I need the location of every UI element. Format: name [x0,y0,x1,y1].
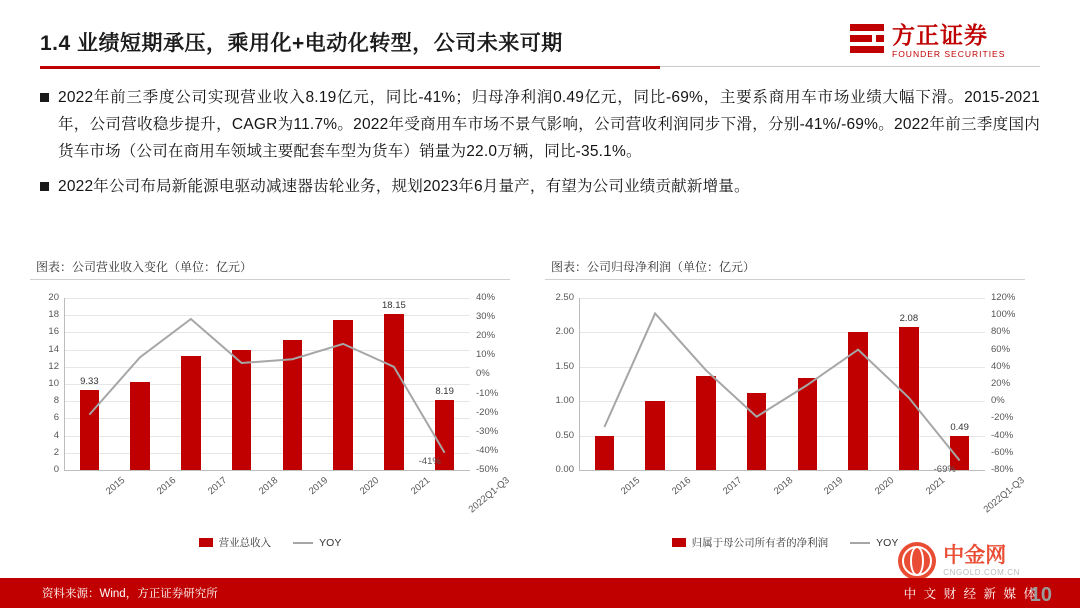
yoy-value-label: -41% [418,455,441,467]
y-axis-right-tick-label: 20% [991,378,1011,389]
bullet-text: 2022年公司布局新能源电驱动减速器齿轮业务，规划2023年6月量产，有望为公司业绩贡献新增量。 [58,178,750,195]
x-axis-tick-label: 2017 [205,475,230,498]
x-axis-tick-label: 2017 [720,475,745,498]
x-axis-tick-label: 2020 [873,475,897,498]
chart-caption: 图表：公司归母净利润（单位：亿元） [551,260,756,274]
chart-panel-netprofit [545,258,1025,556]
y-axis-right-tick-label: 40% [476,292,496,303]
bullet-list [40,84,1040,208]
y-axis-tick-label: 20 [48,292,59,303]
y-axis-tick-label: 4 [53,429,59,441]
globe-icon [898,542,936,580]
yoy-value-label: -69% [933,463,956,475]
revenue-chart-plot [30,286,510,516]
legend-swatch-bar-icon [199,538,213,547]
watermark-label-cn: 中金网 [943,544,1007,568]
legend-item-line [850,537,898,549]
yoy-line [30,286,510,516]
logo-text-cn: 方正证券 [892,21,988,48]
footer-tagline: 中 文 财 经 新 媒 体 [903,587,1038,601]
x-axis-tick-label: 2020 [358,475,382,498]
x-axis-tick-label: 2016 [155,475,179,498]
title-divider [40,66,660,69]
x-axis-tick-label: 2021 [408,475,433,498]
legend-item-line [293,537,341,549]
y-axis-right-tick-label: 0% [476,368,490,380]
x-axis-tick-label: 2015 [619,475,643,498]
bar-value-label: 0.49 [950,422,969,434]
y-axis-right-tick-label: 80% [991,326,1011,338]
y-axis-right-tick-label: 120% [991,292,1016,303]
y-axis-tick-label: 8 [53,395,59,407]
list-item [40,84,1040,165]
y-axis-tick-label: 2 [53,446,59,458]
y-axis-tick-label: 18 [48,309,59,321]
y-axis-tick-label: 1.50 [555,360,574,372]
square-bullet-icon [40,182,49,191]
y-axis-tick-label: 0.50 [555,429,574,441]
y-axis-right-tick-label: -40% [991,429,1014,441]
x-axis-tick-label: 2018 [771,475,795,498]
logo-mark-icon [850,24,884,58]
y-axis-tick-label: 2.50 [555,292,574,303]
y-axis-tick-label: 12 [48,360,59,372]
legend-label: YOY [876,536,899,549]
y-axis-tick-label: 14 [48,343,59,355]
legend-label: YOY [319,536,342,549]
y-axis-tick-label: 16 [48,326,59,338]
y-axis-right-tick-label: 30% [476,311,496,323]
list-item [40,173,1040,200]
y-axis-right-tick-label: -60% [991,446,1014,458]
y-axis-tick-label: 6 [53,412,59,424]
y-axis-right-tick-label: 60% [991,343,1011,355]
legend-swatch-bar-icon [672,538,686,547]
y-axis-right-tick-label: 0% [991,395,1005,407]
legend-swatch-line-icon [293,542,313,544]
chart-panel-revenue [30,258,510,556]
source-note: 资料来源：Wind，方正证券研究所 [42,588,218,600]
legend-label: 归属于母公司所有者的净利润 [691,537,829,549]
y-axis-right-tick-label: -20% [476,406,499,418]
y-axis-right-tick-label: -10% [476,387,499,399]
legend-item-bar [199,535,272,550]
y-axis-right-tick-label: 10% [476,349,496,361]
page-title: 1.4 业绩短期承压，乘用化+电动化转型，公司未来可期 [40,32,563,55]
y-axis-tick-label: 0.00 [555,464,574,475]
x-axis-tick-label: 2021 [923,475,948,498]
bullet-text: 2022年前三季度公司实现营业收入8.19亿元，同比-41%；归母净利润0.49亿元，同比-69%，主要系商用车市场业绩大幅下滑。2015-2021年，公司营收稳步提升，CAGR为11.7%。2022年受商用车市场不景气影响，公司营收利润同步下滑，分别-41%/-69%。2022年前三季度国内货车市场（公司在商用车领域主要配套车型为货车）销量为22.0万辆，同比-35.1%。 [58,89,1040,160]
x-axis-tick-label: 2022Q1-Q3 [466,475,512,516]
x-axis-tick-label: 2016 [670,475,694,498]
y-axis-right-tick-label: 20% [476,330,496,342]
bar-value-label: 9.33 [80,375,99,387]
netprofit-chart-plot [545,286,1025,516]
legend-item-bar [672,535,829,550]
y-axis-right-tick-label: 40% [991,360,1011,372]
logo-text-en: FOUNDER SECURITIES [892,48,1006,59]
y-axis-tick-label: 2.00 [555,326,574,338]
chart-legend [30,535,510,550]
x-axis-tick-label: 2018 [256,475,280,498]
caption-divider [545,279,1025,280]
y-axis-tick-label: 1.00 [555,395,574,407]
watermark-label-en: CNGOLD.COM.CN [943,568,1020,578]
y-axis-tick-label: 0 [53,464,59,475]
x-axis-tick-label: 2022Q1-Q3 [981,475,1027,516]
y-axis-right-tick-label: -20% [991,412,1014,424]
watermark [898,542,1020,580]
x-axis-tick-label: 2019 [307,475,331,498]
y-axis-right-tick-label: 100% [991,309,1016,321]
page-number: 10 [1029,584,1052,606]
y-axis-right-tick-label: -40% [476,444,499,456]
legend-label: 营业总收入 [218,537,272,549]
y-axis-right-tick-label: -80% [991,464,1014,475]
square-bullet-icon [40,93,49,102]
header [40,22,1040,66]
x-axis-tick-label: 2019 [822,475,846,498]
yoy-line [545,286,1025,516]
legend-swatch-line-icon [850,542,870,544]
y-axis-tick-label: 10 [48,378,59,389]
x-axis-tick-label: 2015 [104,475,128,498]
y-axis-right-tick-label: -50% [476,464,499,475]
bar-value-label: 18.15 [381,299,406,311]
y-axis-right-tick-label: -30% [476,425,499,437]
chart-caption: 图表：公司营业收入变化（单位：亿元） [36,260,253,274]
founder-securities-logo [850,16,1040,66]
bar-value-label: 2.08 [899,312,919,324]
caption-divider [30,279,510,280]
bar-value-label: 8.19 [435,385,454,397]
